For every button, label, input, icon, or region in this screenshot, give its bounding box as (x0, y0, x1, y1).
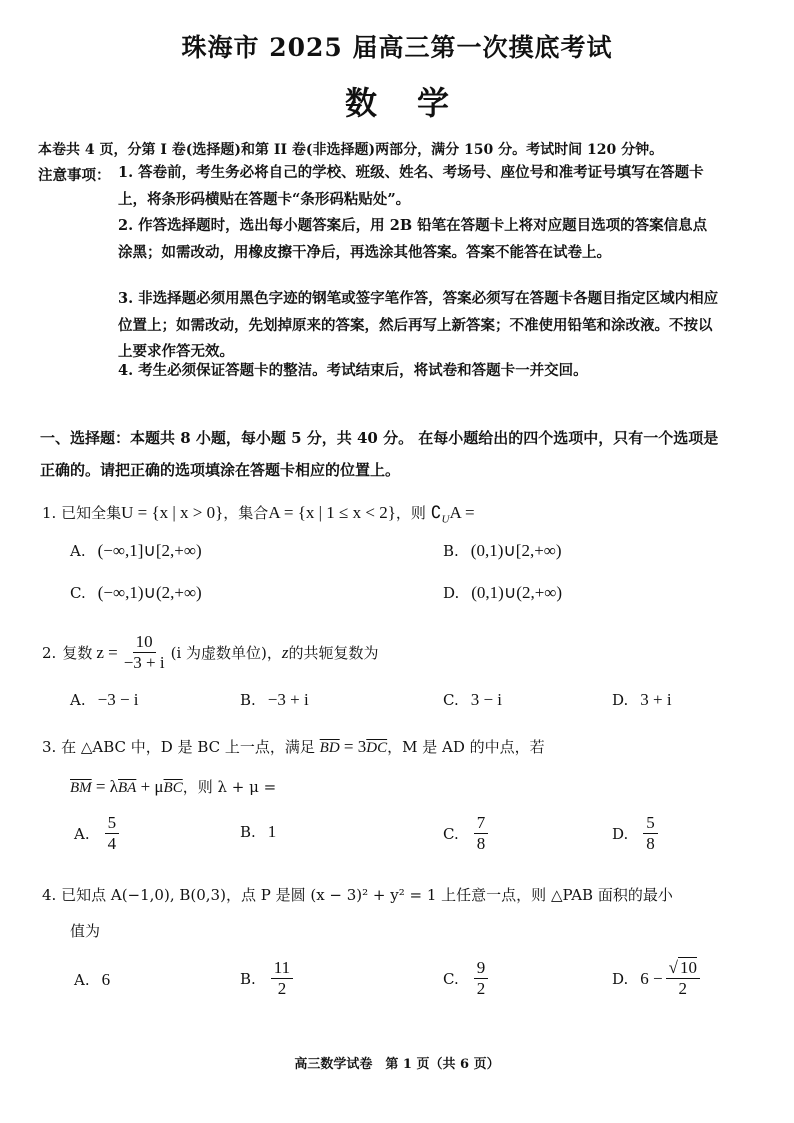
math-expression: = 3 (339, 737, 367, 756)
vector: $\overline{BD}$ (319, 740, 340, 756)
option-b: B. −3 + i (240, 690, 309, 709)
exam-title: 珠海市 2025 届高三第一次摸底考试 (181, 33, 613, 62)
note-item: 1. 答卷前，考生务必将自己的学校、班级、姓名、考场号、座位号和准考证号填写在答题卡上，将条形码横贴在答题卡“条形码粘贴处”。 (118, 164, 704, 208)
option-d: D. 6 − $\frac{√ 10}{2}$ (612, 958, 703, 999)
question-4 (42, 878, 742, 912)
question-text: 已知全集 (61, 504, 122, 522)
option-a: A. 6 (74, 970, 111, 989)
option-c: C. $\frac{7}{8}$ (443, 813, 491, 854)
math-expression: z (281, 642, 289, 662)
math-expression: + μ (136, 777, 164, 796)
option-b: B. $\frac{11}{2}$ (240, 958, 296, 999)
question-1 (42, 496, 742, 536)
page-footer: 高三数学试卷 第 1 页（共 6 页） (294, 1057, 500, 1072)
question-2 (42, 632, 742, 673)
question-text: 在 △ABC 中，D 是 BC 上一点，满足 (61, 738, 315, 756)
option-a: A. (−∞,1]∪[2,+∞) (70, 541, 202, 560)
notes-heading: 注意事项： (38, 167, 111, 184)
option-a: A. −3 − i (70, 690, 139, 709)
note-item: 4. 考生必须保证答题卡的整洁。考试结束后，将试卷和答题卡一并交回。 (118, 362, 588, 379)
question-text: ，集合 (223, 504, 269, 522)
option-b: B. 1 (240, 822, 277, 841)
question-text: ，则 (395, 504, 426, 522)
option-c: C. 3 − i (443, 690, 503, 709)
vector: $\overline{BA}$ (118, 780, 137, 796)
option-a: A. $\frac{5}{4}$ (74, 813, 122, 854)
vector: $\overline{BM}$ (70, 780, 92, 796)
question-3-line-2 (70, 770, 770, 805)
question-text: ，则 λ + μ = (182, 778, 277, 796)
complement-expression: $∁_UA$ = (430, 503, 475, 526)
question-number: 3. (42, 738, 57, 756)
option-c: C. $\frac{9}{2}$ (443, 958, 491, 999)
note-item: 3. 非选择题必须用黑色字迹的钢笔或签字笔作答，答案必须写在答题卡各题目指定区域内相应位置上；如需改动，先划掉原来的答案，然后再写上新答案；不准使用铅笔和涂改液。不按以上要求作答无效。 (118, 290, 719, 360)
question-text: 的共轭复数为 (288, 643, 379, 662)
section-heading: 一、选择题：本题共 8 小题，每小题 5 分，共 40 分。 在每小题给出的四个选项中，只有一个选项是正确的。请把正确的选项填涂在答题卡相应的位置上。 (40, 429, 719, 479)
question-text: ，M 是 AD 的中点，若 (387, 738, 545, 756)
question-number: 2. (42, 643, 57, 662)
question-3 (42, 730, 742, 765)
question-number: 4. (42, 886, 57, 904)
exam-subject: 数学 (344, 84, 489, 122)
math-expression: = λ (91, 777, 119, 796)
vector: $\overline{BC}$ (163, 780, 183, 796)
question-text: 复数 (62, 643, 93, 662)
question-text: (i 为虚数单位)， (170, 643, 282, 662)
option-d: D. (0,1)∪(2,+∞) (443, 583, 563, 602)
math-expression: U = {x | x > 0} (121, 503, 224, 522)
math-expression: A = {x | 1 ≤ x < 2} (268, 503, 396, 522)
note-item: 2. 作答选择题时，选出每小题答案后，用 2B 铅笔在答题卡上将对应题目选项的答案信息点涂黑；如需改动，用橡皮擦干净后，再选涂其他答案。答案不能答在试卷上。 (118, 217, 708, 261)
question-number: 1. (42, 504, 57, 522)
option-d: D. $\frac{5}{8}$ (612, 813, 661, 854)
math-expression: z = (96, 642, 118, 662)
option-b: B. (0,1)∪[2,+∞) (443, 541, 562, 560)
question-4-line-2: 值为 (70, 922, 101, 940)
option-d: D. 3 + i (612, 690, 672, 709)
question-text: 已知点 A(−1,0), B(0,3)，点 P 是圆 (x − 3)² + y² = 1 上任意一点，则 △PAB 面积的最小 (61, 886, 673, 904)
exam-intro: 本卷共 4 页，分第 I 卷(选择题)和第 II 卷(非选择题)两部分，满分 150 分。考试时间 120 分钟。 (38, 142, 664, 158)
fraction: $\frac{10}{-3 + i}$ (123, 632, 165, 672)
vector: $\overline{DC}$ (366, 740, 388, 756)
option-c: C. (−∞,1)∪(2,+∞) (70, 583, 202, 602)
